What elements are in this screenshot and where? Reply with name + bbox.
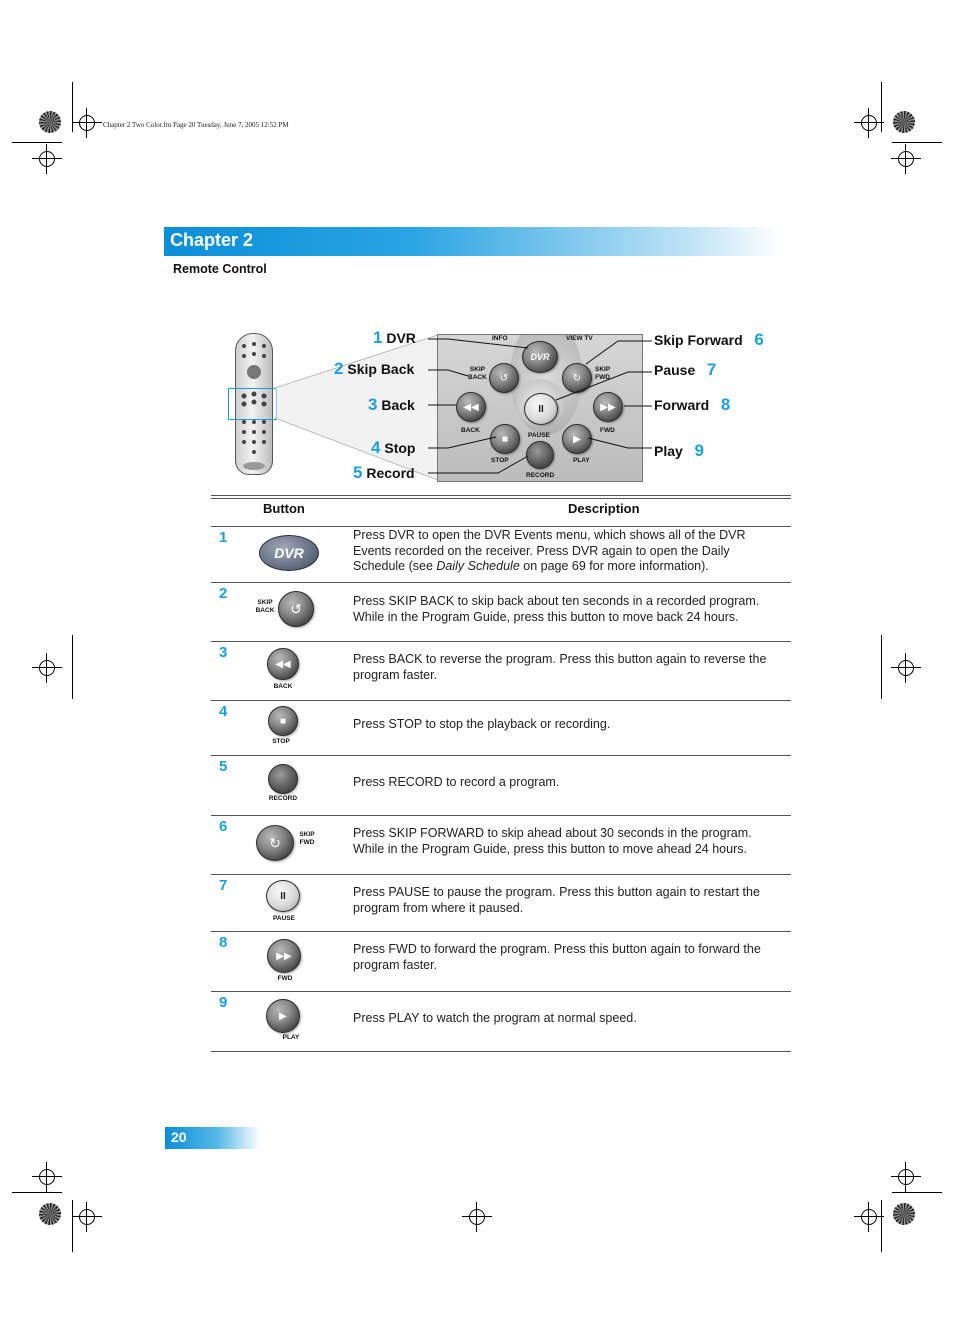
play-icon-label: PLAY (282, 1034, 300, 1041)
row-number: 2 (219, 585, 228, 602)
registration-mark-icon (39, 151, 55, 167)
skip-back-icon-label: SKIP BACK (255, 599, 275, 614)
row-description: Press SKIP FORWARD to skip ahead about 30 seconds in the program. While in the Program Guide, press this button to move ahead 24 hours. (353, 826, 752, 856)
stop-icon-label: STOP (272, 738, 290, 745)
zoom-lines (270, 330, 442, 485)
column-header-description: Description (568, 501, 640, 516)
row-description: Press BACK to reverse the program. Press this button again to reverse the program faster. (353, 652, 767, 682)
callout-dvr: 1 DVR (373, 328, 416, 347)
registration-mark-icon (469, 1209, 485, 1225)
callout-skip-forward: Skip Forward 6 (654, 330, 764, 349)
back-icon: ◀◀ (267, 648, 299, 680)
table-row (211, 701, 791, 756)
table-row (211, 992, 791, 1052)
back-button[interactable]: ◀◀ (456, 392, 486, 422)
file-info: Chapter 2 Two Color.fm Page 20 Tuesday, June 7, 2005 12:52 PM (103, 121, 289, 129)
callout-forward: Forward 8 (654, 395, 731, 414)
chapter-title: Chapter 2 (170, 230, 254, 250)
skip-back-button[interactable]: ↺ (489, 363, 519, 393)
table-row (211, 875, 791, 932)
color-disc-icon (893, 1203, 915, 1225)
table-row (211, 816, 791, 875)
table-rule (211, 495, 791, 496)
registration-mark-icon (39, 660, 55, 676)
registration-mark-icon (898, 1169, 914, 1185)
dvr-button-icon: DVR (259, 535, 319, 571)
callout-pause: Pause 7 (654, 360, 717, 379)
stop-button[interactable]: ■ (490, 424, 520, 454)
row-number: 4 (219, 703, 228, 720)
row-number: 9 (219, 994, 228, 1011)
fwd-icon-label: FWD (277, 975, 293, 982)
registration-mark-icon (898, 151, 914, 167)
play-icon: ▶ (266, 999, 300, 1033)
skip-back-icon: ↺ (278, 591, 314, 627)
row-description: Press PAUSE to pause the program. Press this button again to restart the program from where it paused. (353, 885, 760, 915)
fwd-button[interactable]: ▶▶ (593, 392, 623, 422)
table-row (211, 527, 791, 583)
callout-skip-back: 2 Skip Back (334, 359, 415, 378)
pause-label: PAUSE (528, 432, 550, 439)
registration-mark-icon (861, 115, 877, 131)
table-row (211, 583, 791, 642)
row-description: Press SKIP BACK to skip back about ten seconds in a recorded program. While in the Program Guide, press this button to move back 24 hours. (353, 594, 760, 624)
record-label: RECORD (526, 472, 555, 479)
row-description: Press FWD to forward the program. Press this button again to forward the program faster. (353, 942, 761, 972)
row-description: Press DVR to open the DVR Events menu, which shows all of the DVR Events recorded on the receiver. Press DVR again to open the Daily Schedule (see Daily Schedule on page 69 for more information). (353, 528, 746, 573)
column-header-button: Button (263, 501, 305, 516)
registration-mark-icon (39, 1169, 55, 1185)
skip-fwd-icon: ↻ (256, 825, 294, 861)
color-disc-icon (39, 1203, 61, 1225)
color-disc-icon (893, 111, 915, 133)
table-row (211, 756, 791, 816)
row-number: 8 (219, 934, 228, 951)
callout-play: Play 9 (654, 441, 704, 460)
registration-mark-icon (79, 115, 95, 131)
skip-fwd-label: SKIP FWD (595, 366, 611, 381)
row-number: 6 (219, 818, 228, 835)
page-number: 20 (171, 1129, 187, 1145)
pause-icon: II (266, 880, 300, 912)
table-rule (211, 498, 791, 499)
play-label: PLAY (573, 457, 590, 464)
play-button[interactable]: ▶ (562, 424, 592, 454)
back-icon-label: BACK (273, 683, 293, 690)
callout-back: 3 Back (368, 395, 415, 414)
chapter-banner (164, 227, 780, 256)
color-disc-icon (39, 111, 61, 133)
row-number: 3 (219, 644, 228, 661)
leader-lines (428, 330, 658, 480)
back-label: BACK (461, 427, 480, 434)
row-number: 5 (219, 758, 228, 775)
stop-label: STOP (491, 457, 509, 464)
record-icon (268, 764, 298, 794)
registration-mark-icon (861, 1209, 877, 1225)
dvr-button[interactable]: DVR (522, 341, 558, 373)
info-label: INFO (492, 335, 508, 342)
skip-fwd-icon-label: SKIP FWD (299, 831, 315, 846)
fwd-icon: ▶▶ (267, 939, 301, 973)
callout-stop: 4 Stop (371, 438, 416, 457)
row-description: Press STOP to stop the playback or recording. (353, 717, 611, 731)
callout-record: 5 Record (353, 463, 415, 482)
section-subtitle: Remote Control (173, 262, 267, 276)
skip-fwd-button[interactable]: ↻ (562, 363, 592, 393)
row-description: Press PLAY to watch the program at normal speed. (353, 1011, 637, 1025)
registration-mark-icon (79, 1209, 95, 1225)
table-row (211, 642, 791, 701)
record-icon-label: RECORD (268, 795, 298, 802)
row-number: 7 (219, 877, 228, 894)
fwd-label: FWD (600, 427, 615, 434)
pause-button[interactable]: II (524, 393, 558, 425)
skip-back-label: SKIP BACK (468, 366, 487, 381)
stop-icon: ■ (268, 706, 298, 736)
table-row (211, 932, 791, 992)
row-description: Press RECORD to record a program. (353, 775, 560, 789)
row-number: 1 (219, 529, 228, 546)
registration-mark-icon (898, 660, 914, 676)
pause-icon-label: PAUSE (273, 915, 295, 922)
view-tv-label: VIEW TV (566, 335, 593, 342)
